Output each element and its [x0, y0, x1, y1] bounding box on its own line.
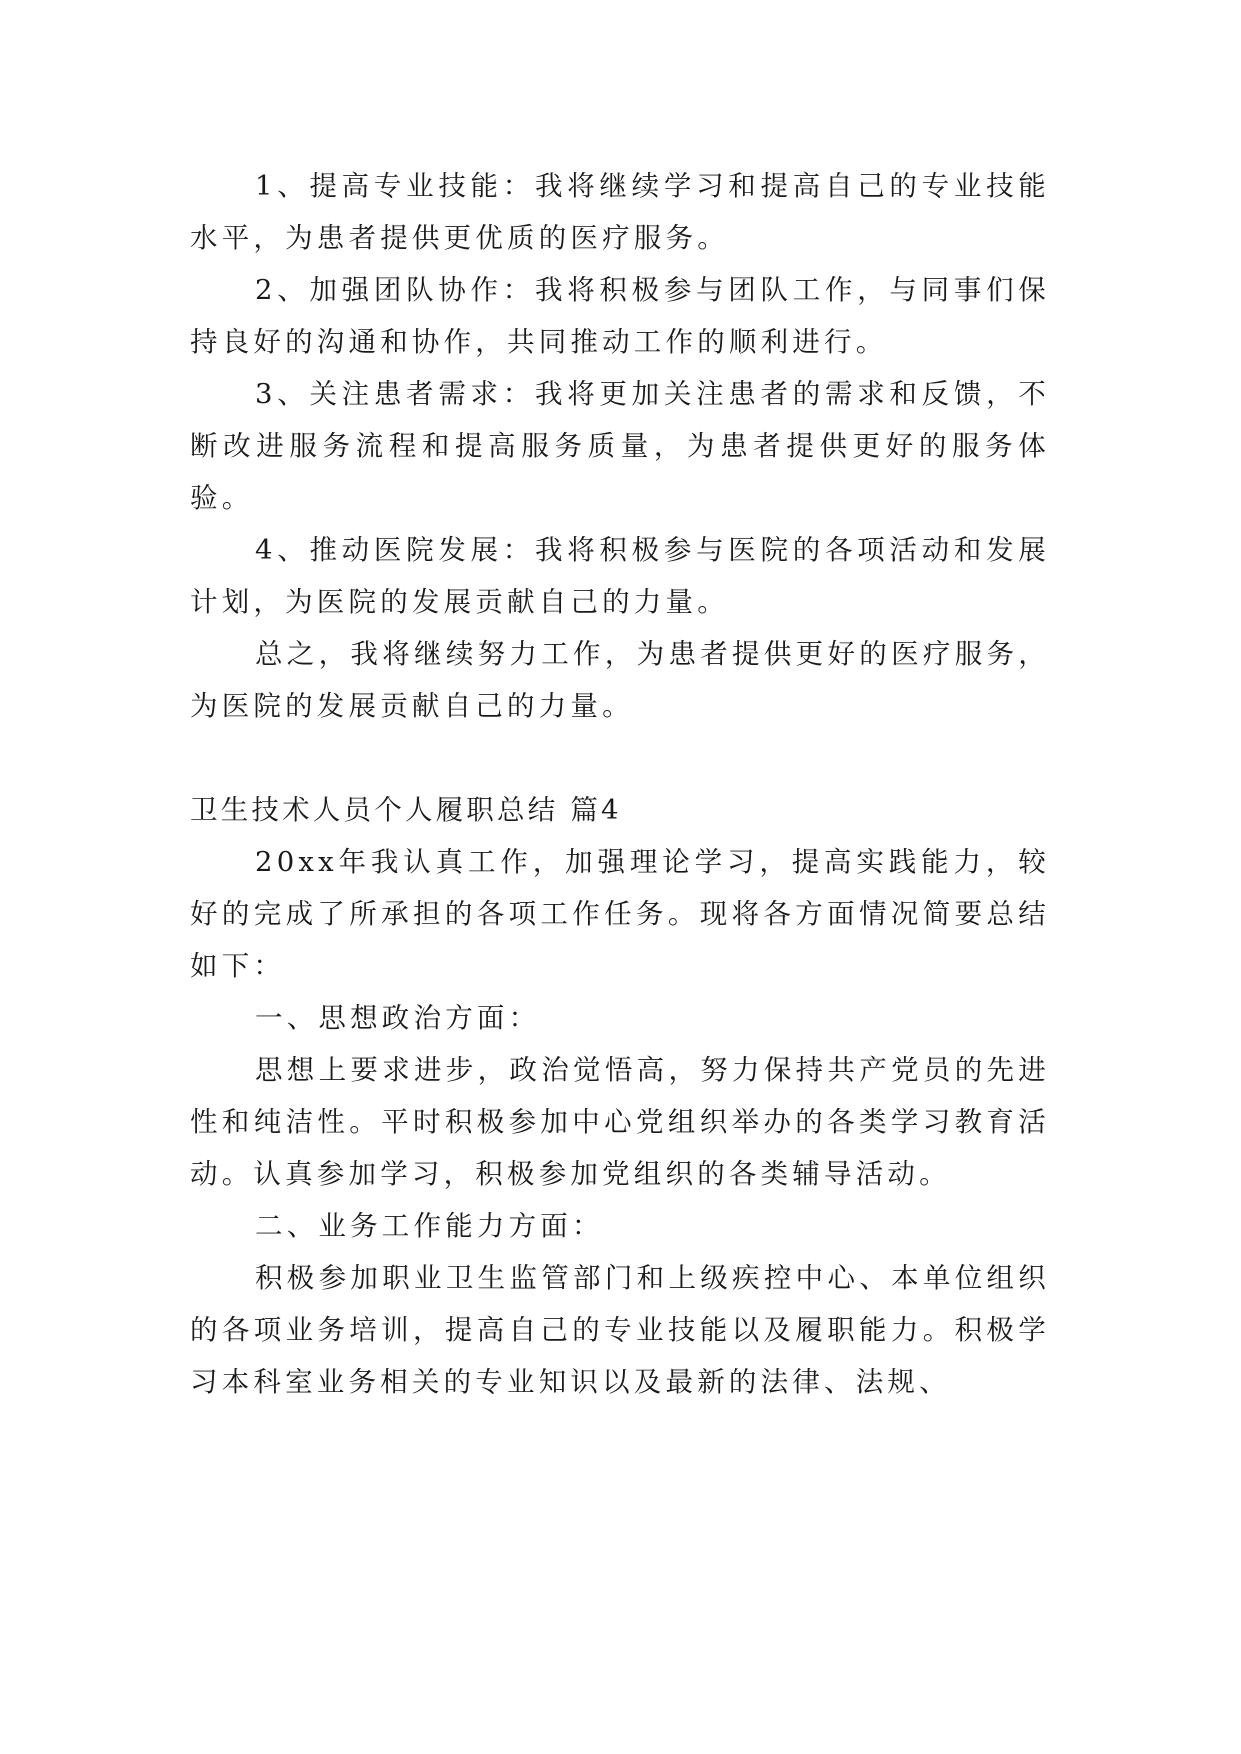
paragraph-conclusion: 总之，我将继续努力工作，为患者提供更好的医疗服务，为医院的发展贡献自己的力量。 — [190, 638, 1050, 722]
paragraph-patient-needs: 3、关注患者需求：我将更加关注患者的需求和反馈，不断改进服务流程和提高服务质量，为患者提供更好的服务体验。 — [190, 378, 1050, 514]
section-heading: 卫生技术人员个人履职总结 篇4 — [190, 794, 622, 826]
subheading-political: 一、思想政治方面： — [255, 1002, 541, 1034]
section-spacer — [190, 732, 1050, 784]
paragraph-teamwork: 2、加强团队协作：我将积极参与团队工作，与同事们保持良好的沟通和协作，共同推动工作的顺利进行。 — [190, 274, 1050, 358]
paragraph-intro: 20xx年我认真工作，加强理论学习，提高实践能力，较好的完成了所承担的各项工作任务。现将各方面情况简要总结如下： — [190, 846, 1050, 982]
paragraph-hospital-development: 4、推动医院发展：我将积极参与医院的各项活动和发展计划，为医院的发展贡献自己的力量。 — [190, 534, 1050, 618]
paragraph-work-ability: 积极参加职业卫生监管部门和上级疾控中心、本单位组织的各项业务培训，提高自己的专业技能以及履职能力。积极学习本科室业务相关的专业知识以及最新的法律、法规、 — [190, 1262, 1050, 1398]
paragraph-political: 思想上要求进步，政治觉悟高，努力保持共产党员的先进性和纯洁性。平时积极参加中心党组织举办的各类学习教育活动。认真参加学习，积极参加党组织的各类辅导活动。 — [190, 1054, 1050, 1190]
document-body — [190, 160, 1050, 1408]
subheading-work-ability: 二、业务工作能力方面： — [255, 1210, 604, 1242]
paragraph-improve-skills: 1、提高专业技能：我将继续学习和提高自己的专业技能水平，为患者提供更优质的医疗服务。 — [190, 170, 1050, 254]
